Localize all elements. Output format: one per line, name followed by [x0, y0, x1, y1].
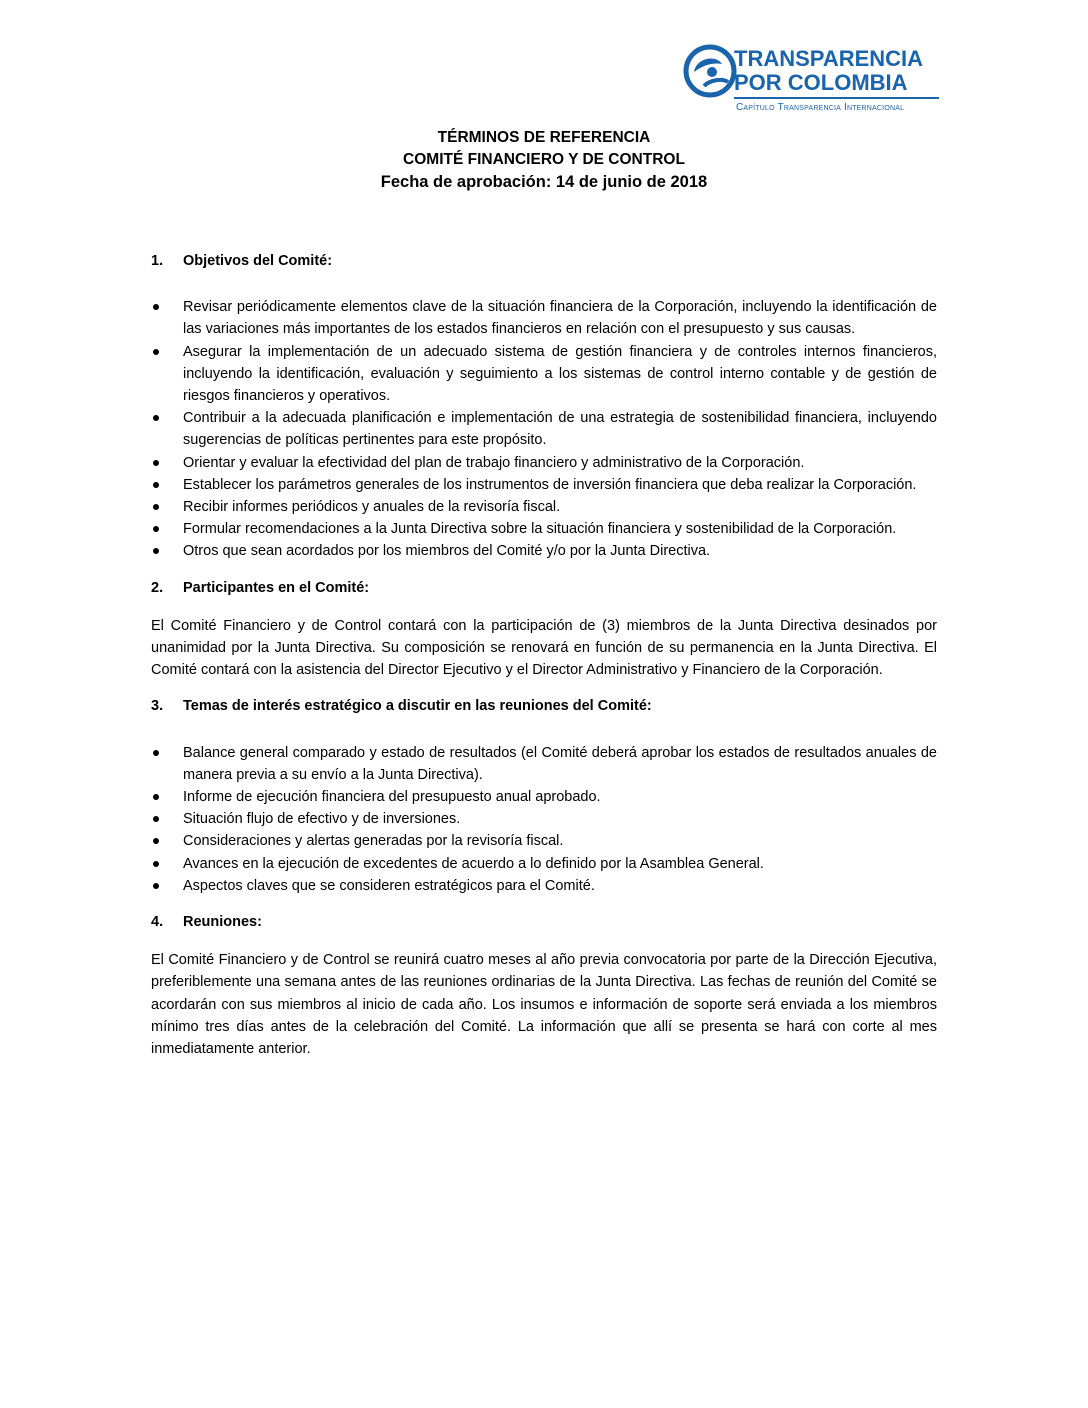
document-body: [151, 240, 937, 1060]
logo-subtitle: Capítulo Transparencia Internacional: [736, 102, 905, 113]
list-item: Asegurar la implementación de un adecuado sistema de gestión financiera y de controles internos financieros, incluyendo la identificación, evaluación y seguimiento a los sistemas de control interno contable y de gestión de riesgos financieros y operativos.: [151, 341, 937, 408]
meetings-paragraph: El Comité Financiero y de Control se reunirá cuatro meses al año previa convocatoria por parte de la Dirección Ejecutiva, preferiblemente una semana antes de las reuniones ordinarias de la Junta Directiva. Las fechas de reunión del Comité se acordarán con sus miembros al inicio de cada año. Los insumos e información de soporte será enviada a los miembros mínimo tres días antes de la celebración del Comité. La información que allí se presenta se hará con corte al mes inmediatamente anterior.: [151, 952, 937, 1058]
section-heading: [151, 577, 937, 599]
list-item: Otros que sean acordados por los miembros del Comité y/o por la Junta Directiva.: [151, 540, 937, 562]
organization-logo: [682, 42, 940, 118]
section-number: 3.: [151, 698, 164, 715]
list-item: Informe de ejecución financiera del presupuesto anual aprobado.: [151, 786, 937, 808]
list-item: Situación flujo de efectivo y de inversiones.: [151, 808, 937, 830]
list-item: Contribuir a la adecuada planificación e implementación de una estrategia de sostenibilidad financiera, incluyendo sugerencias de políticas pertinentes para este propósito.: [151, 407, 937, 451]
section-number: 2.: [151, 579, 164, 596]
logo-text-line2: POR COLOMBIA: [734, 70, 908, 95]
list-item: Aspectos claves que se consideren estratégicos para el Comité.: [151, 875, 937, 897]
document-title: TÉRMINOS DE REFERENCIA: [437, 129, 651, 146]
section-number: 4.: [151, 914, 164, 931]
list-item: Avances en la ejecución de excedentes de acuerdo a lo definido por la Asamblea General.: [151, 853, 937, 875]
list-item: Consideraciones y alertas generadas por la revisoría fiscal.: [151, 830, 937, 852]
section-title: Objetivos del Comité:: [183, 253, 333, 269]
section-title: Participantes en el Comité:: [183, 579, 370, 596]
participants-paragraph: El Comité Financiero y de Control contará con la participación de (3) miembros de la Junta Directiva desinados por unanimidad por la Junta Directiva. Su composición se renovará en función de su permanencia en la Junta Directiva. El Comité contará con la asistencia del Director Ejecutivo y el Director Administrativo y Financiero de la Corporación.: [151, 617, 937, 679]
list-item: Revisar periódicamente elementos clave de la situación financiera de la Corporación, incluyendo la identificación de las variaciones más importantes de los estados financieros en relación con el presupuesto y sus causas.: [151, 296, 937, 340]
section-title: Temas de interés estratégico a discutir en las reuniones del Comité:: [183, 698, 652, 715]
section-heading: [151, 911, 937, 933]
section-heading: [151, 695, 937, 717]
section-number: 1.: [151, 253, 164, 269]
list-item: Establecer los parámetros generales de los instrumentos de inversión financiera que deba realizar la Corporación.: [151, 474, 937, 496]
objectives-list: [151, 296, 937, 562]
document-subtitle: COMITÉ FINANCIERO Y DE CONTROL: [403, 151, 685, 168]
list-item: Balance general comparado y estado de resultados (el Comité deberá aprobar los estados de resultados anuales de manera previa a su envío a la Junta Directiva).: [151, 742, 937, 786]
topics-list: [151, 742, 937, 897]
logo-text-line1: TRANSPARENCIA: [734, 46, 924, 71]
logo-divider: [734, 97, 939, 99]
list-item: Recibir informes periódicos y anuales de la revisoría fiscal.: [151, 496, 937, 518]
approval-date: Fecha de aprobación: 14 de junio de 2018: [380, 173, 708, 191]
section-title: Reuniones:: [183, 914, 262, 931]
list-item: Formular recomendaciones a la Junta Directiva sobre la situación financiera y sostenibilidad de la Corporación.: [151, 518, 937, 540]
document-header: [0, 127, 1088, 193]
section-heading: [151, 250, 937, 272]
transparencia-logo-icon: [682, 42, 740, 100]
list-item: Orientar y evaluar la efectividad del plan de trabajo financiero y administrativo de la Corporación.: [151, 452, 937, 474]
